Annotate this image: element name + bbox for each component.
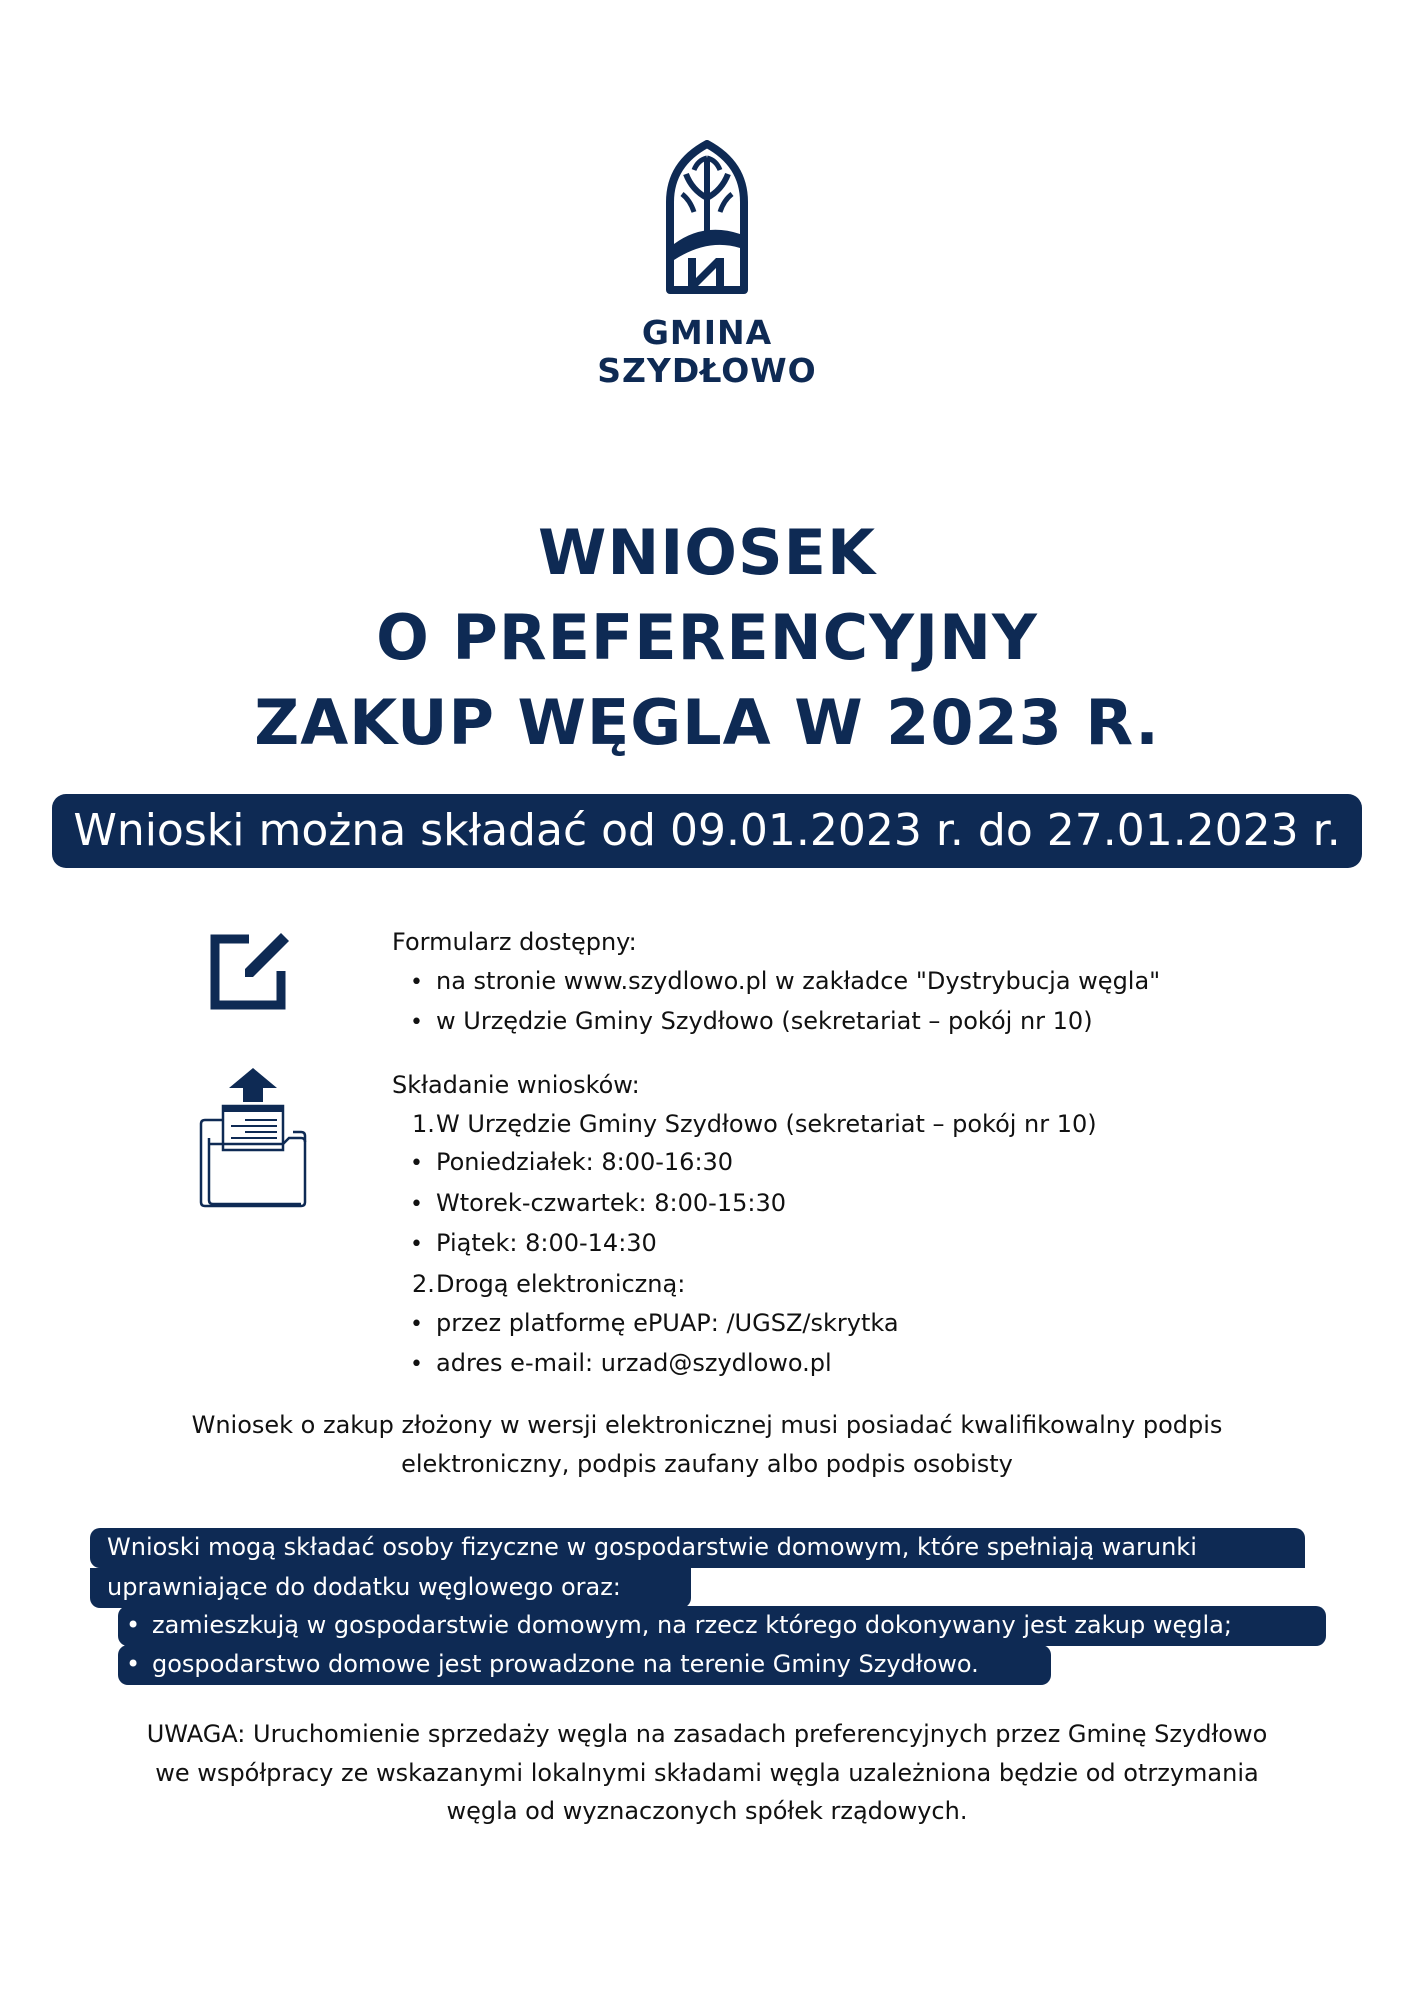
bullet-icon: •: [126, 1650, 141, 1678]
item-number: 1.: [412, 1109, 435, 1138]
eligibility-line-1: Wnioski mogą składać osoby fizyczne w gospodarstwie domowym, które spełniają warunki: [90, 1528, 1305, 1568]
page-title: [0, 510, 1414, 765]
warning-line-1: UWAGA: Uruchomienie sprzedaży węgla na zasadach preferencyjnych przez Gminę Szydłowo: [146, 1720, 1268, 1748]
coat-of-arms-icon: [664, 140, 750, 296]
list-item: [392, 1143, 1097, 1184]
note-line-2: elektroniczny, podpis zaufany albo podpis osobisty: [401, 1449, 1013, 1478]
list-item: [392, 1224, 1097, 1265]
bullet-icon: •: [126, 1611, 141, 1639]
item-number: 2.: [412, 1269, 435, 1298]
eligibility-item: [118, 1645, 1051, 1685]
submission-heading: Składanie wniosków:: [392, 1071, 640, 1099]
list-item: [392, 1344, 1097, 1385]
list-item: [392, 962, 1160, 1003]
list-item-text: przez platformę ePUAP: /UGSZ/skrytka: [436, 1308, 899, 1337]
list-item: [392, 1184, 1097, 1225]
list-item-text: adres e-mail: urzad@szydlowo.pl: [436, 1349, 832, 1378]
form-availability-section: [392, 923, 1160, 1043]
upload-folder-icon: [197, 1068, 309, 1208]
eligibility-line-2: uprawniające do dodatku węglowego oraz:: [90, 1568, 691, 1608]
list-item-text: w Urzędzie Gminy Szydłowo (sekretariat – pokój nr 10): [436, 1007, 1093, 1036]
warning-line-3: węgla od wyznaczonych spółek rządowych.: [446, 1797, 968, 1826]
title-line-2: O PREFERENCYJNY: [376, 601, 1038, 674]
list-item-text: Piątek: 8:00-14:30: [436, 1229, 657, 1258]
eligibility-item-text: gospodarstwo domowe jest prowadzone na terenie Gminy Szydłowo.: [152, 1650, 979, 1678]
item-text: W Urzędzie Gminy Szydłowo (sekretariat – pokój nr 10): [436, 1109, 1097, 1138]
title-line-1: WNIOSEK: [537, 516, 877, 589]
logo-line-2: SZYDŁOWO: [597, 351, 817, 390]
warning-line-2: we współpracy ze wskazanymi lokalnymi składami węgla uzależniona będzie od otrzymania: [155, 1758, 1259, 1787]
item-text: Drogą elektroniczną:: [436, 1269, 686, 1298]
municipality-logo: [0, 140, 1414, 390]
numbered-item: [392, 1265, 1097, 1304]
note-line-1: Wniosek o zakup złożony w wersji elektronicznej musi posiadać kwalifikowalny podpis: [191, 1411, 1223, 1439]
list-item-text: Wtorek-czwartek: 8:00-15:30: [436, 1188, 786, 1217]
numbered-item: [392, 1105, 1097, 1144]
logo-line-1: GMINA: [641, 313, 773, 352]
list-item: [392, 1002, 1160, 1043]
list-item-text: Poniedziałek: 8:00-16:30: [436, 1148, 734, 1177]
date-banner: Wnioski można składać od 09.01.2023 r. do 27.01.2023 r.: [52, 794, 1362, 868]
edit-icon: [205, 925, 295, 1015]
eligibility-item-text: zamieszkują w gospodarstwie domowym, na rzecz którego dokonywany jest zakup węgla;: [152, 1611, 1232, 1639]
title-line-3: ZAKUP WĘGLA W 2023 R.: [254, 686, 1160, 759]
list-item-text: na stronie www.szydlowo.pl w zakładce "Dystrybucja węgla": [436, 966, 1161, 995]
submission-section: [392, 1066, 1097, 1385]
list-item: [392, 1304, 1097, 1345]
signature-note: [100, 1406, 1314, 1483]
warning-note: [90, 1715, 1324, 1831]
form-heading: Formularz dostępny:: [392, 928, 637, 956]
eligibility-item: [118, 1606, 1326, 1646]
